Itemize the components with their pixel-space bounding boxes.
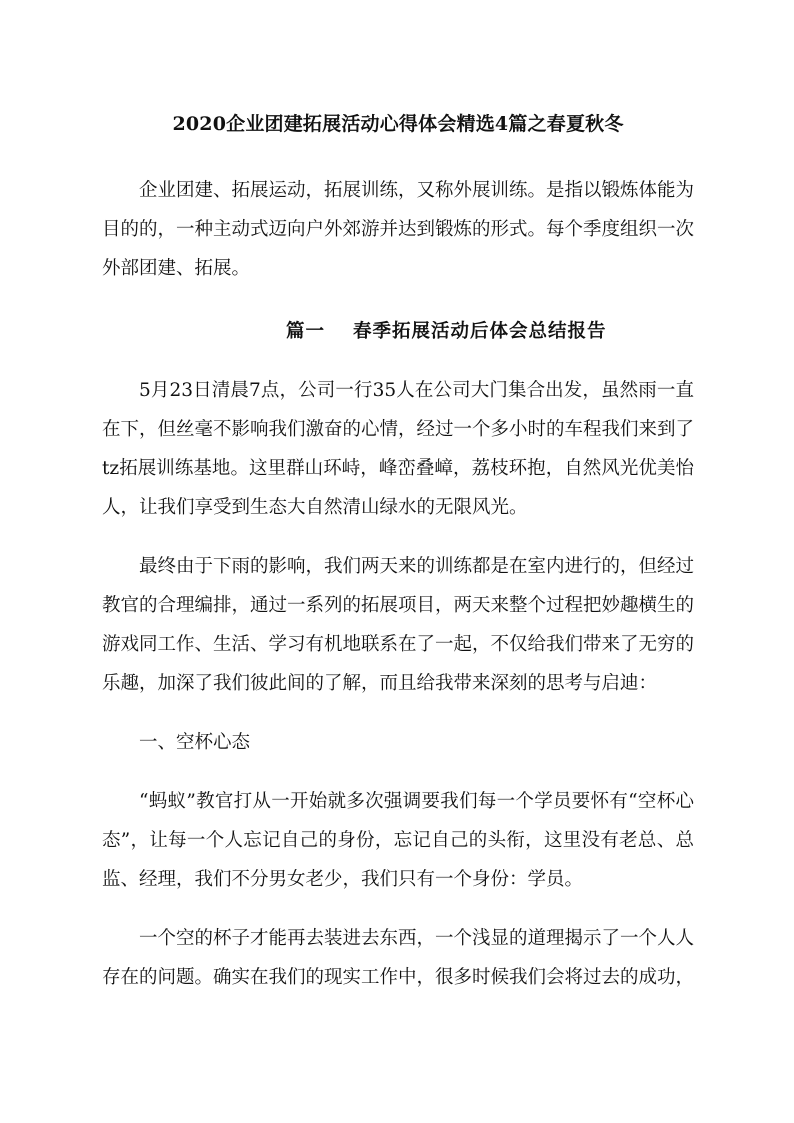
- body-paragraph-4: 一个空的杯子才能再去装进去东西，一个浅显的道理揭示了一个人人存在的问题。确实在我们的现实工作中，很多时候我们会将过去的成功，: [102, 928, 695, 988]
- section-number: 篇一: [286, 321, 326, 342]
- body-paragraph-3: “蚂蚁”教官打从一开始就多次强调要我们每一个学员要怀有“空杯心态”，让每一个人忘记自己的身份，忘记自己的头衔，这里没有老总、总监、经理，我们不分男女老少，我们只有一个身份：学员。: [102, 791, 694, 890]
- body-paragraph-1: 5月23日清晨7点，公司一行35人在公司大门集合出发，虽然雨一直在下，但丝毫不影响我们激奋的心情，经过一个多小时的车程我们来到了tz拓展训练基地。这里群山环峙，峰峦叠嶂，荔枝环抱，自然风光优美怡人，让我们享受到生态大自然清山绿水的无限风光。: [102, 380, 695, 518]
- subheading-empty-cup: 一、空杯心态: [139, 732, 251, 753]
- intro-paragraph: 企业团建、拓展运动，拓展训练，又称外展训练。是指以锻炼体能为目的的，一种主动式迈向户外郊游并达到锻炼的形式。每个季度组织一次外部团建、拓展。: [102, 180, 695, 279]
- document-title: 2020企业团建拓展活动心得体会精选4篇之春夏秋冬: [172, 113, 624, 135]
- section-title-text: 春季拓展活动后体会总结报告: [353, 321, 607, 342]
- body-paragraph-2: 最终由于下雨的影响，我们两天来的训练都是在室内进行的，但经过教官的合理编排，通过一系列的拓展项目，两天来整个过程把妙趣横生的游戏同工作、生活、学习有机地联系在了一起，不仅给我们带来了无穷的乐趣，加深了我们彼此间的了解，而且给我带来深刻的思考与启迪：: [102, 556, 695, 694]
- section-heading: [102, 312, 694, 351]
